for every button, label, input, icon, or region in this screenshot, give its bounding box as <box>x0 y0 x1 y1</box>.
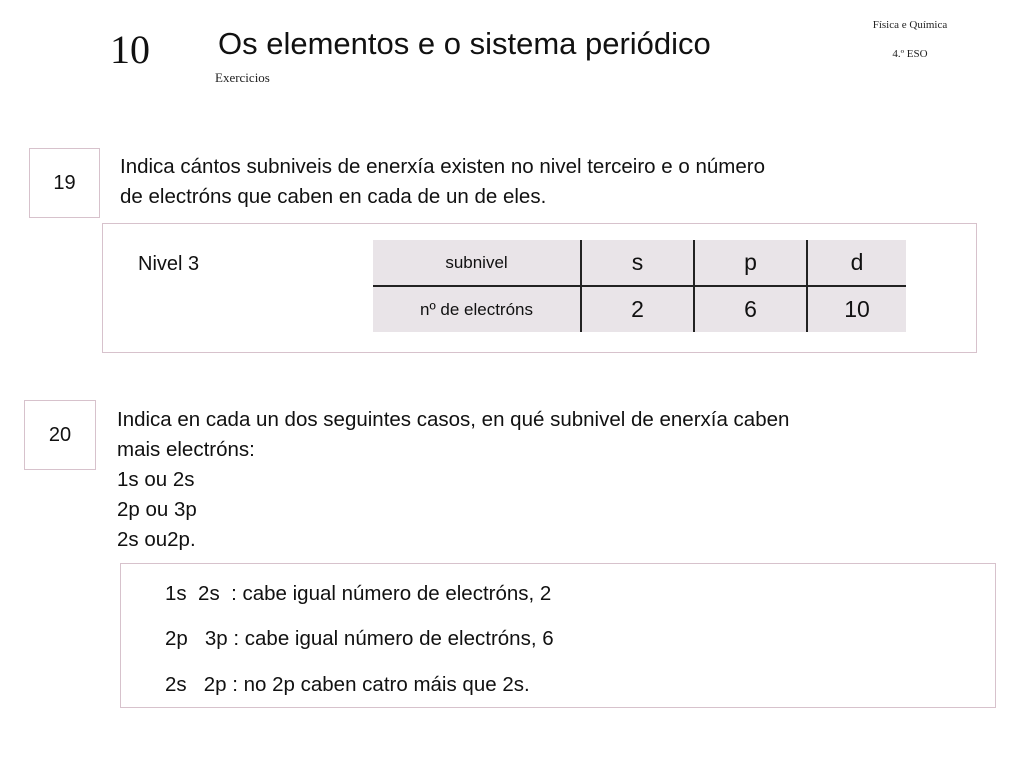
exercise-20-answer-2: 2p 3p : cabe igual número de electróns, 6 <box>165 627 554 650</box>
table-cell-s: s <box>581 240 694 286</box>
sublevel-table <box>373 240 906 332</box>
table-cell-s-electrons: 2 <box>581 286 694 332</box>
exercise-20-answer-1: 1s 2s : cabe igual número de electróns, 2 <box>165 582 552 605</box>
subject-label: Física e Química <box>872 19 948 31</box>
exercise-20-answer-3: 2s 2p : no 2p caben catro máis que 2s. <box>165 673 530 696</box>
exercise-20-question <box>117 405 997 555</box>
exercise-20-line-2: mais electróns: <box>117 438 255 461</box>
exercise-19-number: 19 <box>53 171 76 194</box>
exercise-20-line-1: Indica en cada un dos seguintes casos, en qué subnivel de enerxía caben <box>117 408 790 431</box>
exercise-19-number-box <box>29 148 100 218</box>
exercise-20-number: 20 <box>48 423 72 446</box>
exercise-19-question <box>120 152 980 212</box>
chapter-number: 10 <box>110 27 150 72</box>
exercise-20-number-box <box>24 400 96 470</box>
table-cell-d: d <box>807 240 906 286</box>
exercise-19-line-1: Indica cántos subniveis de enerxía existen no nivel terceiro e o número <box>120 155 765 178</box>
table-row <box>373 240 906 286</box>
table-header-sublevel: subnivel <box>373 240 581 286</box>
exercise-20-line-5: 2s ou2p. <box>117 528 196 551</box>
table-cell-p: p <box>694 240 807 286</box>
level-label: Nivel 3 <box>138 253 200 275</box>
exercise-19-line-2: de electróns que caben en cada de un de eles. <box>120 185 547 208</box>
exercise-20-line-3: 1s ou 2s <box>117 468 195 491</box>
table-row <box>373 286 906 332</box>
exercise-20-line-4: 2p ou 3p <box>117 498 197 521</box>
table-header-electrons: nº de electróns <box>373 286 581 332</box>
table-cell-d-electrons: 10 <box>807 286 906 332</box>
grade-label: 4.º ESO <box>892 48 928 60</box>
page-title: Os elementos e o sistema periódico <box>218 26 711 61</box>
table-cell-p-electrons: 6 <box>694 286 807 332</box>
page-subtitle: Exercicios <box>215 70 270 85</box>
